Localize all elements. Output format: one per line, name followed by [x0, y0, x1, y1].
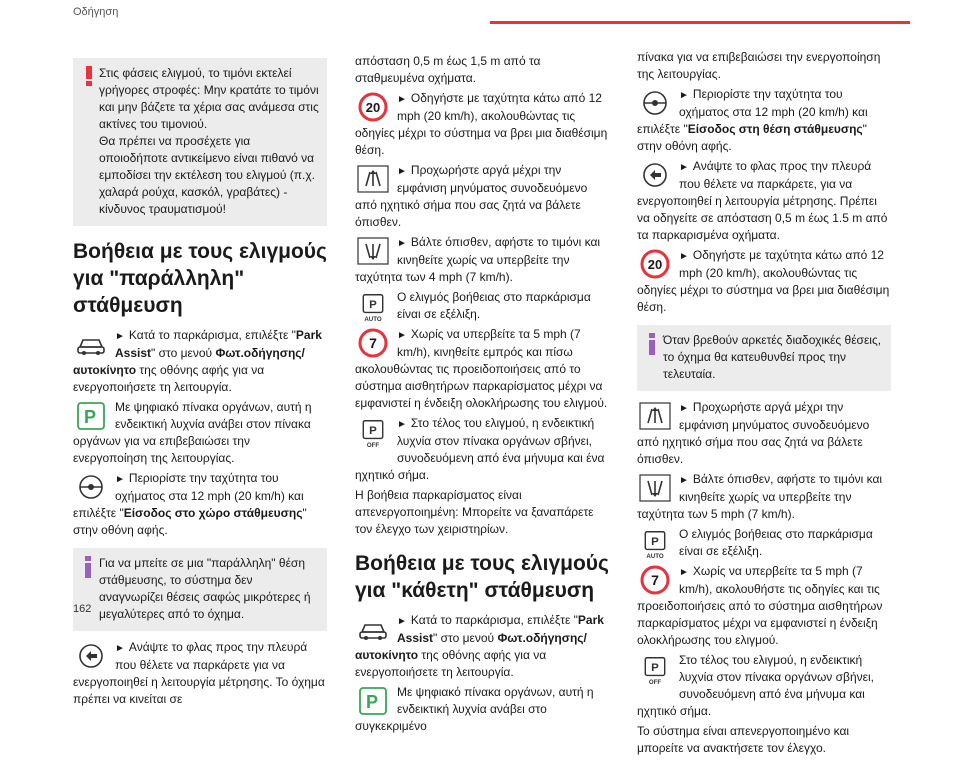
- warning-note-text: Στις φάσεις ελιγμού, το τιμόνι εκτελεί γρήγορες στροφές: Μην κρατάτε το τιμόνι και μην βάζετε τα χέρια σας ανάμεσα στις ακτίνες του τιμονιού. Θα πρέπει να προσέχετε για οποιοδήποτε αντικείμενο είναι πιθανό να εμποδίσει την εκτέλεση του ελιγμού (π.χ. χαλαρά ρούχα, κασκόλ, γραβάτες) - κίνδυνος τραυματισμού!: [99, 66, 319, 216]
- header-title: Οδήγηση: [73, 6, 119, 18]
- paragraph-move-back-forth: ► Χωρίς να υπερβείτε τα 5 mph (7 km/h), κινηθείτε εμπρός και πίσω ακολουθώντας τις προειδοποιήσεις από το σύστημα αισθητήρων παρκαρίσματος μέχρι να εμφανιστεί η ένδειξη ολοκλήρωσης του ελιγμού.: [355, 327, 608, 410]
- speed-limit-value: 7: [369, 335, 377, 351]
- paragraph-turn-signal: ► Ανάψτε το φλας προς την πλευρά που θέλετε να παρκάρετε για να ενεργοποιηθεί η λειτουργία μέτρησης. Το όχημα πρέπει να κινείται σε: [73, 640, 325, 706]
- paragraph-maneuver-end: ► Στο τέλος του ελιγμού, η ενδεικτική λυχνία στον πίνακα οργάνων σβήνει, συνοδευόμενη από ένα μήνυμα και ένα ηχητικό σήμα.: [355, 416, 605, 482]
- paragraph-limit-speed: ► Περιορίστε την ταχύτητα του οχήματος στα 12 mph (20 km/h) και επιλέξτε "Είσοδος στο χώρο στάθμευσης" στην οθόνη αφής.: [73, 471, 307, 537]
- turn-signal-icon: [637, 159, 673, 191]
- speed-limit-icon: [637, 248, 673, 280]
- reverse-arrows-icon: [355, 235, 391, 267]
- bullet-arrow-icon: ►: [397, 330, 407, 341]
- info-note-2: [637, 325, 891, 391]
- park-off-icon: [355, 416, 391, 452]
- paragraph-maneuver-in-progress-2: Ο ελιγμός βοήθειας στο παρκάρισμα είναι σε εξέλιξη.: [679, 527, 873, 558]
- forward-arrows-icon: [355, 163, 391, 195]
- info-note-text: Όταν βρεθούν αρκετές διαδοχικές θέσεις, το όχημα θα κατευθυνθεί προς την τελευταία.: [663, 333, 882, 381]
- turn-signal-icon: [73, 640, 109, 672]
- speed-limit-icon: [355, 327, 391, 359]
- bullet-arrow-icon: ►: [115, 331, 125, 342]
- paragraph-move-back-forth-2: ► Χωρίς να υπερβείτε τα 5 mph (7 km/h), ακολουθήστε τις οδηγίες και τις προειδοποιήσεις από το σύστημα αισθητήρων παρκαρίσματος μέχρι να εμφανιστεί η ένδειξη ολοκλήρωσης του ελιγμού.: [637, 564, 883, 647]
- paragraph-limit-speed-2: ► Περιορίστε την ταχύτητα του οχήματος στα 12 mph (20 km/h) και επιλέξτε "Είσοδος στη θέση στάθμευσης" στην οθόνη αφής.: [637, 87, 868, 153]
- paragraph-drive-slow: ► Οδηγήστε με ταχύτητα κάτω από 12 mph (20 km/h), ακολουθώντας τις οδηγίες μέχρι το σύστημα να βρει μια διαθέσιμη θέση.: [355, 91, 608, 157]
- paragraph-distance: απόσταση 0,5 m έως 1,5 m από τα σταθμευμένα οχήματα.: [355, 54, 541, 85]
- park-assist-icon: [73, 400, 109, 432]
- bullet-arrow-icon: ►: [397, 419, 407, 430]
- speed-limit-icon: [637, 564, 673, 596]
- svg-text:P: P: [84, 407, 97, 427]
- bullet-arrow-icon: ►: [115, 474, 125, 485]
- paragraph-indicator-lamp-2: Με ψηφιακό πίνακα οργάνων, αυτή η ενδεικτική λυχνία ανάβει στο συγκεκριμένο: [355, 685, 594, 733]
- column-3: [637, 49, 891, 760]
- paragraph-confirm-activation: πίνακα για να επιβεβαιώσει την ενεργοποίηση της λειτουργίας.: [637, 50, 881, 81]
- reverse-arrows-icon: [637, 472, 673, 504]
- off-label: OFF: [648, 679, 662, 687]
- warning-mark-icon: [85, 66, 93, 86]
- paragraph-system-deactivated: Το σύστημα είναι απενεργοποιημένο και μπορείτε να ανακτήσετε τον έλεγχο.: [637, 724, 850, 755]
- header-rule: [490, 21, 910, 24]
- paragraph-maneuver-in-progress: Ο ελιγμός βοήθειας στο παρκάρισμα είναι σε εξέλιξη.: [397, 290, 591, 321]
- car-icon: [355, 613, 391, 645]
- info-note-text: Για να μπείτε σε μια "παράλληλη" θέση στάθμευσης, το σύστημα δεν αναγνωρίζει θέσεις σαφώς μικρότερες ή μεγαλύτερες από το όχημα.: [99, 556, 311, 621]
- svg-text:P: P: [369, 299, 377, 311]
- steering-wheel-icon: [73, 471, 109, 503]
- bullet-arrow-icon: ►: [679, 475, 689, 486]
- speed-limit-value: 20: [647, 257, 663, 272]
- info-mark-icon: [85, 556, 91, 578]
- bullet-arrow-icon: ►: [397, 166, 407, 177]
- car-icon: [73, 328, 109, 360]
- bullet-arrow-icon: ►: [679, 403, 689, 414]
- paragraph-select-park-assist: ► Κατά το παρκάρισμα, επιλέξτε "Park Assist" στο μενού Φωτ.οδήγησης/αυτοκίνητο της οθόνης αφής για να ενεργοποιήσετε τη λειτουργία.: [73, 328, 322, 394]
- section-heading-perpendicular: Βοήθεια με τους ελιγμούς για "κάθετη" στάθμευση: [355, 552, 609, 602]
- bullet-arrow-icon: ►: [115, 643, 125, 654]
- paragraph-indicator-lamp: Με ψηφιακό πίνακα οργάνων, αυτή η ενδεικτική λυχνία ανάβει στον πίνακα οργάνων για να επιβεβαιώσει την ενεργοποίηση της λειτουργίας.: [73, 400, 312, 465]
- auto-label: AUTO: [364, 316, 382, 324]
- paragraph-maneuver-end-2: Στο τέλος του ελιγμού, η ενδεικτική λυχνία στον πίνακα οργάνων σβήνει, συνοδευόμενη από ένα μήνυμα και ηχητικό σήμα.: [637, 653, 874, 718]
- paragraph-reverse-2: ► Βάλτε όπισθεν, αφήστε το τιμόνι και κινηθείτε χωρίς να υπερβείτε την ταχύτητα των 5 mph (7 km/h).: [637, 472, 883, 521]
- paragraph-reverse: ► Βάλτε όπισθεν, αφήστε το τιμόνι και κινηθείτε χωρίς να υπερβείτε την ταχύτητα των 4 mph (7 km/h).: [355, 235, 601, 284]
- bullet-arrow-icon: ►: [679, 90, 689, 101]
- column-2: [355, 53, 609, 738]
- auto-label: AUTO: [646, 553, 664, 561]
- bullet-arrow-icon: ►: [679, 162, 689, 173]
- section-heading-parallel: Βοήθεια με τους ελιγμούς για "παράλληλη" στάθμευση: [73, 240, 327, 317]
- paragraph-select-park-assist-2: ► Κατά το παρκάρισμα, επιλέξτε "Park Assist" στο μενού Φωτ.οδήγησης/αυτοκίνητο της οθόνης αφής για να ενεργοποιήσετε τη λειτουργία.: [355, 613, 604, 679]
- paragraph-drive-slow-2: ► Οδηγήστε με ταχύτητα κάτω από 12 mph (20 km/h), ακολουθώντας τις οδηγίες μέχρι το σύστημα να βρει μια διαθέσιμη θέση.: [637, 248, 890, 314]
- park-auto-icon: [637, 527, 673, 563]
- speed-limit-value: 7: [651, 572, 659, 588]
- warning-note: [73, 58, 327, 226]
- svg-text:P: P: [366, 692, 379, 712]
- off-label: OFF: [366, 442, 380, 450]
- steering-wheel-icon: [637, 87, 673, 119]
- paragraph-deactivated: Η βοήθεια παρκαρίσματος είναι απενεργοποιημένη: Μπορείτε να ξαναπάρετε τον έλεγχο των χειριστηρίων.: [355, 488, 594, 536]
- svg-text:P: P: [651, 662, 659, 674]
- page-number: 162: [73, 603, 92, 615]
- forward-arrows-icon: [637, 400, 673, 432]
- bullet-arrow-icon: ►: [397, 238, 407, 249]
- park-auto-icon: [355, 290, 391, 326]
- park-assist-icon: [355, 685, 391, 717]
- bullet-arrow-icon: ►: [397, 94, 407, 105]
- bullet-arrow-icon: ►: [397, 616, 407, 627]
- paragraph-turn-signal-2: ► Ανάψτε το φλας προς την πλευρά που θέλετε να παρκάρετε, για να ενεργοποιηθεί η λειτουργία μέτρησης. Πρέπει να οδηγείτε σε απόσταση 0,5 m έως 1.5 m από τα παρκαρισμένα οχήματα.: [637, 159, 888, 242]
- info-mark-icon: [649, 333, 655, 355]
- speed-limit-icon: [355, 91, 391, 123]
- park-off-icon: [637, 653, 673, 689]
- speed-limit-value: 20: [365, 100, 381, 115]
- info-note: [73, 548, 327, 631]
- paragraph-advance-slowly: ► Προχωρήστε αργά μέχρι την εμφάνιση μηνύματος συνοδευόμενο από ηχητικό σήμα που σας ζητά να βάλετε όπισθεν.: [355, 163, 588, 229]
- paragraph-advance-slowly-2: ► Προχωρήστε αργά μέχρι την εμφάνιση μηνύματος συνοδευόμενο από ηχητικό σήμα που σας ζητά να βάλετε όπισθεν.: [637, 400, 870, 466]
- svg-text:P: P: [651, 536, 659, 548]
- bullet-arrow-icon: ►: [679, 567, 689, 578]
- svg-text:P: P: [369, 425, 377, 437]
- bullet-arrow-icon: ►: [679, 251, 689, 262]
- column-1: [73, 52, 327, 711]
